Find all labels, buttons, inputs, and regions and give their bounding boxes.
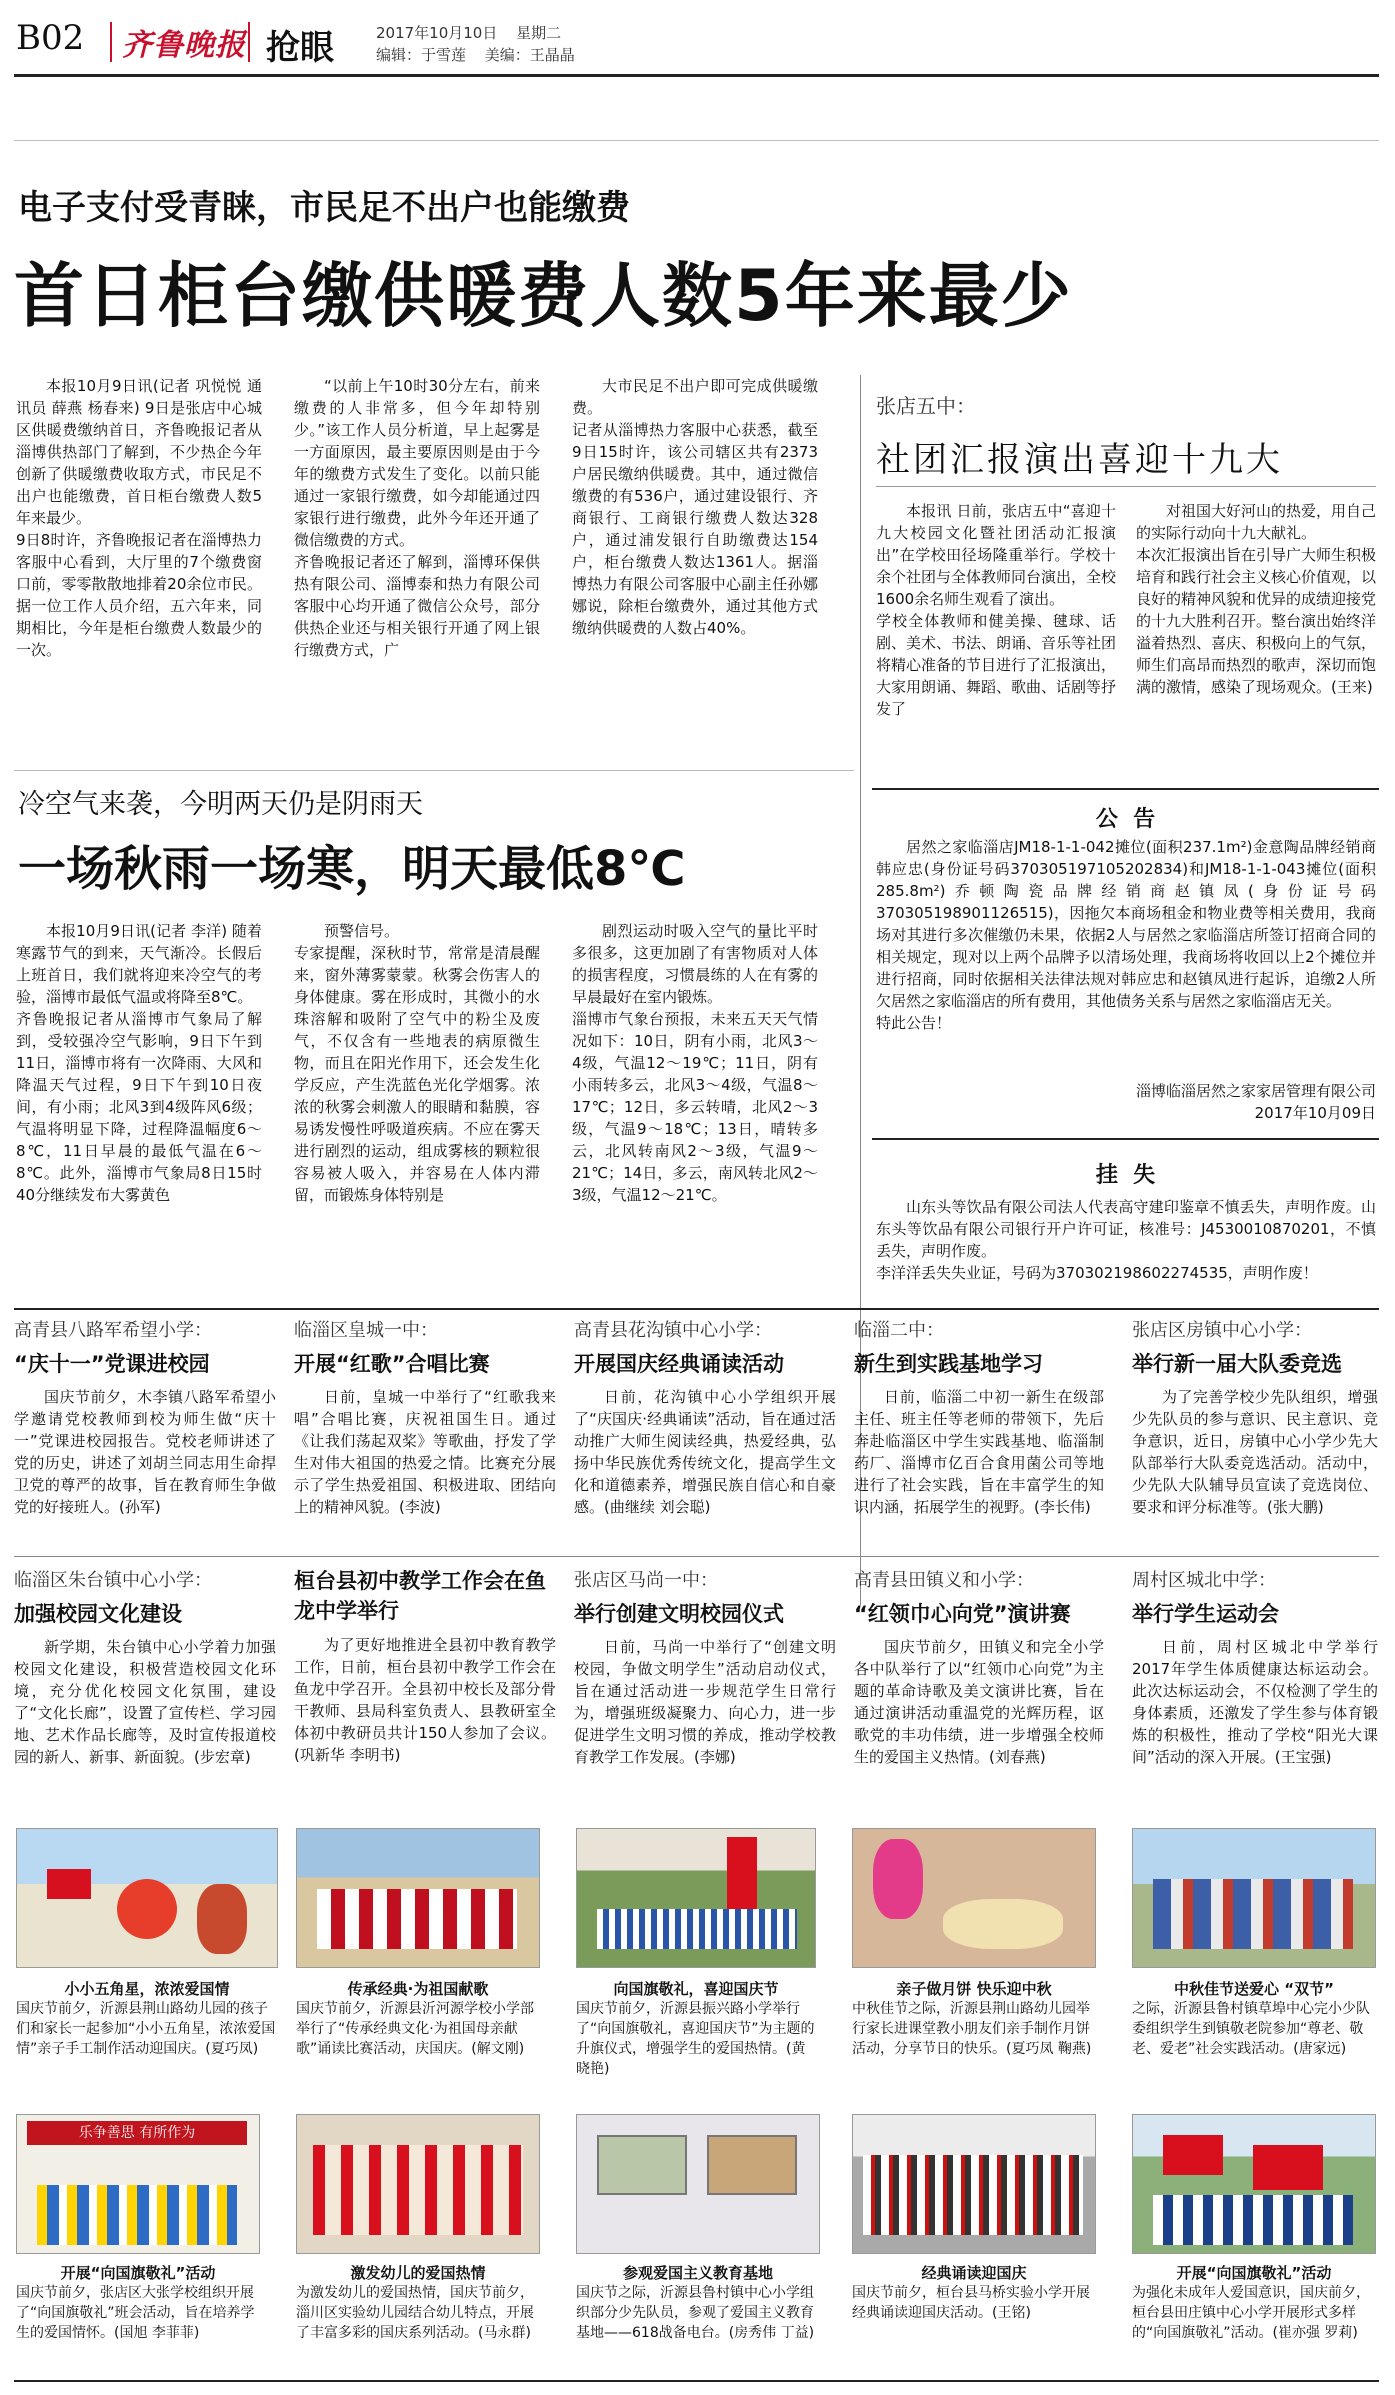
- notice-title: 公 告: [1095, 807, 1156, 832]
- photo-caption-body: 国庆节前夕，沂源县沂河源学校小学部举行了“传承经典文化·为祖国母亲献歌”诵读比赛活动，庆国庆。(解文刚): [296, 2001, 534, 2057]
- lead2-col1: [16, 920, 262, 1300]
- photo-caption-title: 向国旗敬礼，喜迎国庆节: [613, 1980, 779, 1998]
- school-body: 为了完善学校少先队组织，增强少先队员的参与意识、民主意识、竞争意识，近日，房镇中心小学少先大队部举行大队委竞选活动。活动中，少先队大队辅导员宣读了竞选岗位、要求和评分标准等。(张大鹏): [1132, 1388, 1378, 1516]
- school-body: 日前，皇城一中举行了“红歌我来唱”合唱比赛，庆祝祖国生日。通过《让我们荡起双桨》等歌曲，抒发了学生对伟大祖国的热爱之情。比赛充分展示了学生热爱祖国、积极进取、团结向上的精神风貌。(李波): [294, 1388, 556, 1516]
- issue-weekday: 星期二: [516, 24, 562, 42]
- photo-caption-title: 开展“向国旗敬礼”活动: [1176, 2264, 1332, 2282]
- children-row: [313, 2145, 523, 2235]
- footer-rule: [14, 2380, 1379, 2382]
- exhibit-panel: [597, 2135, 687, 2195]
- notice-body-text: 居然之家临淄店JM18-1-1-042摊位(面积237.1m²)金意陶品牌经销商韩应忠(身份证号码370305197105202834)和JM18-1-1-043摊位(面积285.8m²)乔顿陶瓷品牌经销商赵镇凤(身份证号码370305198901126515)，因拖欠本商场租金和物业费等相关费用，我商场对其进行多次催缴仍未果，依据2人与居然之家临淄店所签订招商合同的相关规定，现对以上两个品牌予以清场处理，我商场将收回以上2个摊位并进行招商，同时依据相关法律法规对韩应忠和赵镇凤进行起诉，追缴2人所欠居然之家临淄店的所有费用，其他债务关系与居然之家临淄店无关。 特此公告！: [876, 838, 1376, 1032]
- school-headline: 开展国庆经典诵读活动: [574, 1352, 784, 1376]
- schools-row2-rule: [14, 1556, 1379, 1557]
- lost-rule: [872, 1138, 1379, 1140]
- school-item: [1132, 1566, 1378, 1816]
- school-item: [14, 1316, 276, 1566]
- mooncake-tray: [943, 1899, 1063, 1949]
- students-row: [37, 2185, 237, 2245]
- classroom-banner: 乐争善思 有所作为: [27, 2121, 247, 2145]
- header-divider-2: [248, 22, 250, 62]
- school-body: 日前，花沟镇中心小学组织开展了“庆国庆·经典诵读”活动，旨在通过活动推广大师生阅读经典，热爱经典，弘扬中华民族优秀传统文化，提高学生文化和道德素养，增强民族自信心和自豪感。(曲继续 刘会聪): [574, 1388, 836, 1516]
- photo-caption-body: 为强化未成年人爱国意识，国庆前夕，桓台县田庄镇中心小学开展形式多样的“向国旗敬礼”活动。(崔亦强 罗莉): [1132, 2285, 1370, 2341]
- school-headline: 举行学生运动会: [1132, 1602, 1279, 1626]
- school-item: [574, 1566, 836, 1816]
- school-headline: “红领巾心向党”演讲赛: [854, 1602, 1071, 1626]
- photo-caption: [852, 2262, 1096, 2323]
- photo-caption-title: 激发幼儿的爱国热情: [350, 2264, 486, 2282]
- photo-mooncake: [852, 1828, 1096, 1968]
- notice-sign: 淄博临淄居然之家家居管理有限公司: [1135, 1082, 1376, 1100]
- child-shape: [873, 1839, 923, 1919]
- school-item: [294, 1316, 556, 1566]
- photo-caption-body: 中秋佳节之际，沂源县荆山路幼儿园举行家长进课堂教小朋友们亲手制作月饼活动，分享节日的快乐。(夏巧凤 鞠燕): [852, 2001, 1092, 2057]
- school-name: 高青县田镇义和小学：: [854, 1570, 1034, 1591]
- school-body: 日前，马尚一中举行了“创建文明校园，争做文明学生”活动启动仪式，旨在通过活动进一步规范学生日常行为，增强班级凝聚力、向心力，进一步促进学生文明习惯的养成，推动学校教育教学工作发展。(李娜): [574, 1638, 836, 1766]
- photo-classroom: [16, 2114, 260, 2254]
- photo-caption-body: 之际，沂源县鲁村镇草埠中心完小少队委组织学生到镇敬老院参加“尊老、敬老、爱老”社会实践活动。(唐家远): [1132, 2001, 1370, 2057]
- lost-title: 挂 失: [1095, 1163, 1156, 1188]
- photo-flag-salute: [1132, 2114, 1376, 2254]
- school-name: 高青县八路军希望小学：: [14, 1320, 212, 1341]
- school-item: [574, 1316, 836, 1566]
- header-rule: [14, 74, 1379, 77]
- school-body: 国庆节前夕，田镇义和完全小学各中队举行了以“红领巾心向党”为主题的革命诗歌及美文演讲比赛，旨在通过演讲活动重温党的光辉历程，讴歌党的丰功伟绩，进一步增强全校师生的爱国主义热情。(刘春燕): [854, 1638, 1104, 1766]
- photo-caption: [576, 2262, 820, 2343]
- photo-caption-body: 国庆节之际，沂源县鲁村镇中心小学组织部分少先队员，参观了爱国主义教育基地——618战备电台。(房秀伟 丁益): [576, 2285, 815, 2341]
- zhangdian-col1: [876, 500, 1116, 770]
- school-name: 临淄二中：: [854, 1320, 944, 1341]
- school-body: 为了更好地推进全县初中教育教学工作，日前，桓台县初中教学工作会在鱼龙中学召开。全县初中校长及部分骨干教师、县局科室负责人、县教研室全体初中教研员共计150人参加了会议。(巩新华 李明书): [294, 1636, 556, 1764]
- photo-caption: [1132, 1978, 1376, 2059]
- issue-date: 2017年10月10日: [376, 24, 498, 42]
- photo-caption-title: 中秋佳节送爱心 “双节”: [1174, 1980, 1334, 1998]
- photo-caption: [576, 1978, 816, 2079]
- photo-caption: [296, 1978, 540, 2059]
- zhangdian-kicker: 张店五中：: [876, 394, 976, 418]
- lead2-col3-text: 剧烈运动时吸入空气的量比平时多很多，这更加剧了有害物质对人体的损害程度，习惯晨练的人在有雾的早晨最好在室内锻炼。 淄博市气象台预报，未来五天天气情况如下：10日，阴有小雨，北风3～4级，气温12～19℃；11日，阴有小雨转多云，北风3～4级，气温8～17℃；12日，多云转晴，北风2～3级，气温9～18℃；13日，晴转多云，北风转南风2～3级，气温9～21℃；14日，多云，南风转北风2～3级，气温12～21℃。: [572, 922, 818, 1204]
- photo-museum: [576, 2114, 820, 2254]
- lead2-col1-text: 本报10月9日讯(记者 李洋) 随着寒露节气的到来，天气渐冷。长假后上班首日，我们就将迎来冷空气的考验，淄博市最低气温或将降至8℃。 齐鲁晚报记者从淄博市气象局了解到，受较强冷空气影响，9日下午到11日，淄博市将有一次降雨、大风和降温天气过程，9日下午到10日夜间，有小雨；北风3到4级阵风6级；气温将明显下降，过程降温幅度6～8℃，11日早晨的最低气温在6～8℃。此外，淄博市气象局8日15时40分继续发布大雾黄色: [16, 922, 262, 1204]
- notice-rule: [872, 788, 1379, 790]
- zhangdian-col2: [1136, 500, 1376, 770]
- school-name: 临淄区皇城一中：: [294, 1320, 438, 1341]
- school-headline: 加强校园文化建设: [14, 1602, 182, 1626]
- lead2-title: 一场秋雨一场寒，明天最低8℃: [18, 841, 686, 897]
- photo-caption-title: 开展“向国旗敬礼”活动: [60, 2264, 216, 2282]
- schools-row1: [14, 1316, 1379, 1552]
- editor-line: [376, 44, 575, 65]
- lead1-col3: [572, 375, 818, 755]
- school-name: 周村区城北中学：: [1132, 1570, 1276, 1591]
- photo-elderly-visit: [1132, 1828, 1376, 1968]
- lead2-col2-text: 预警信号。 专家提醒，深秋时节，常常是清晨醒来，窗外薄雾蒙蒙。秋雾会伤害人的身体健康。雾在形成时，其微小的水珠溶解和吸附了空气中的粉尘及废气，不仅含有一些地表的病原微生物，而且在阳光作用下，还会发生化学反应，产生洗蓝色光化学烟雾。浓浓的秋雾会刺激人的眼睛和黏膜，容易诱发慢性呼吸道疾病。不应在雾天进行剧烈的运动，组成雾核的颗粒很容易被人吸入，并容易在人体内滞留，而锻炼身体特别是: [294, 922, 540, 1204]
- photo-caption-title: 亲子做月饼 快乐迎中秋: [896, 1980, 1052, 1998]
- photo-kindergarten-stars: [16, 1828, 278, 1968]
- lead1-col1-text: 本报10月9日讯(记者 巩悦悦 通讯员 薛燕 杨春来) 9日是张店中心城区供暖费缴纳首日，齐鲁晚报记者从淄博供热部门了解到，不少热企今年创新了供暖缴费收取方式，市民足不出户也能缴费，首日柜台缴费人数5年来最少。 9日8时许，齐鲁晚报记者在淄博热力客服中心看到，大厅里的7个缴费窗口前，零零散散地排着20余位市民。据一位工作人员介绍，五六年来，同期相比，今年是柜台缴费人数最少的一次。: [16, 377, 262, 659]
- school-item: [854, 1566, 1104, 1816]
- photo-caption: [296, 2262, 540, 2343]
- photo-caption-title: 经典诵读迎国庆: [921, 2264, 1027, 2282]
- photo-caption-title: 传承经典·为祖国献歌: [347, 1980, 489, 1998]
- students-row: [1153, 2195, 1353, 2245]
- students-row: [317, 1889, 517, 1949]
- photo-caption-title: 小小五角星，浓浓爱国情: [64, 1980, 230, 1998]
- child-shape: [117, 1879, 177, 1939]
- flag-shape: [1163, 2135, 1223, 2175]
- lead2-rule: [14, 770, 854, 771]
- flag-shape: [47, 1869, 91, 1899]
- lead1-col1: [16, 375, 262, 755]
- photo-caption-body: 国庆节前夕，张店区大张学校组织开展了“向国旗敬礼”班会活动，旨在培养学生的爱国情怀。(国旭 李菲菲): [16, 2285, 255, 2341]
- photo-caption-body: 国庆节前夕，沂源县振兴路小学举行了“向国旗敬礼，喜迎国庆节”为主题的升旗仪式，增强学生的爱国热情。(黄晓艳): [576, 2001, 815, 2077]
- school-name: 高青县花沟镇中心小学：: [574, 1320, 772, 1341]
- editor: 编辑：于雪莲: [376, 46, 467, 64]
- photo-caption-body: 国庆节前夕，桓台县马桥实验小学开展经典诵读迎国庆活动。(王铭): [852, 2285, 1090, 2321]
- school-body: 日前，周村区城北中学举行2017年学生体质健康达标运动会。此次达标运动会，不仅检测了学生的身体素质，还激发了学生参与体育锻炼的积极性，推动了学校“阳光大课间”活动的深入开展。(王宝强): [1132, 1638, 1378, 1766]
- lead2-col3: [572, 920, 818, 1300]
- photo-caption-body: 为激发幼儿的爱国热情，国庆节前夕，淄川区实验幼儿园结合幼儿特点，开展了丰富多彩的国庆系列活动。(马永群): [296, 2285, 534, 2341]
- thin-rule: [14, 140, 1379, 141]
- school-item: [854, 1316, 1104, 1566]
- school-name: 张店区马尚一中：: [574, 1570, 718, 1591]
- paper-logo: 齐鲁晚报: [122, 28, 246, 63]
- school-headline: “庆十一”党课进校园: [14, 1352, 210, 1376]
- lead1-col3-text: 大市民足不出户即可完成供暖缴费。 记者从淄博热力客服中心获悉，截至9日15时许，该公司辖区共有2373户居民缴纳供暖费。其中，通过微信缴费的有536户，通过建设银行、齐商银行、工商银行缴费人数达328户，通过浦发银行自助缴费达154户，柜台缴费人数达1361人。据淄博热力有限公司客服中心副主任孙娜娜说，除柜台缴费外，通过其他方式缴纳供暖费的人数占40%。: [572, 377, 818, 637]
- school-headline: 举行新一届大队委竞选: [1132, 1352, 1342, 1376]
- school-body: 日前，临淄二中初一新生在级部主任、班主任等老师的带领下，先后奔赴临淄区中学生实践基地、临淄制药厂、淄博市亿百合食用菌公司等地进行了社会实践，旨在丰富学生的知识内涵，拓展学生的视野。(李长伟): [854, 1388, 1104, 1516]
- child-shape: [197, 1884, 247, 1954]
- zhangdian-title: 社团汇报演出喜迎十九大: [876, 440, 1283, 480]
- lead2-kicker: 冷空气来袭，今明两天仍是阴雨天: [18, 789, 423, 820]
- issue-date-line: [376, 22, 561, 43]
- schools-row2: [14, 1566, 1379, 1826]
- lead1-title: 首日柜台缴供暖费人数5年来最少: [14, 255, 1073, 337]
- zhangdian-col1-text: 本报讯 日前，张店五中“喜迎十九大校园文化暨社团活动汇报演出”在学校田径场隆重举行。学校十余个社团与全体教师同台演出，全校1600余名师生观看了演出。 学校全体教师和健美操、毽球、话剧、美术、书法、朗诵、音乐等社团将精心准备的节目进行了汇报演出，大家用朗诵、舞蹈、歌曲、话剧等抒发了: [876, 502, 1116, 718]
- school-name: 张店区房镇中心小学：: [1132, 1320, 1312, 1341]
- photo-caption: [16, 2262, 260, 2343]
- students-rows: [863, 2155, 1083, 2235]
- photo-kindergarten-activity: [296, 2114, 540, 2254]
- lead1-col2: [294, 375, 540, 755]
- school-item: [294, 1566, 556, 1814]
- school-name: 临淄区朱台镇中心小学：: [14, 1570, 212, 1591]
- students-row: [597, 1909, 797, 1949]
- photo-caption: [1132, 2262, 1376, 2343]
- photo-caption: [16, 1978, 278, 2059]
- art-editor: 美编：王晶晶: [484, 46, 575, 64]
- photo-flag-ceremony: [576, 1828, 816, 1968]
- zhangdian-rule: [876, 486, 1376, 487]
- page-number: B02: [16, 18, 85, 58]
- school-body: 新学期，朱台镇中心小学着力加强校园文化建设，积极营造校园文化环境，充分优化校园文化氛围，建设了“文化长廊”，设置了宣传栏、学习园地、艺术作品长廊等，及时宣传报道校园的新人、新事、新面貌。(步宏章): [14, 1638, 276, 1766]
- section-title: 抢眼: [266, 28, 334, 68]
- lead1-col2-text: “以前上午10时30分左右，前来缴费的人非常多，但今年却特别少。”该工作人员分析道，早上起雾是一方面原因，最主要原因则是由于今年的缴费方式发生了变化。以前只能通过一家银行缴费，如今却能通过四家银行进行缴费，此外今年还开通了微信缴费的方式。 齐鲁晚报记者还了解到，淄博环保供热有限公司、淄博泰和热力有限公司客服中心均开通了微信公众号，部分供热企业还与相关银行开通了网上银行缴费方式，广: [294, 377, 540, 659]
- exhibit-panel: [707, 2135, 797, 2195]
- lost-body: [876, 1196, 1376, 1316]
- flag-shape: [1253, 2145, 1323, 2190]
- photo-caption: [852, 1978, 1096, 2059]
- photo-caption-body: 国庆节前夕，沂源县荆山路幼儿园的孩子们和家长一起参加“小小五角星，浓浓爱国情”亲子手工制作活动迎国庆。(夏巧凤): [16, 2001, 276, 2057]
- school-headline: 新生到实践基地学习: [854, 1352, 1043, 1376]
- people-row: [1153, 1879, 1353, 1949]
- school-headline: 开展“红歌”合唱比赛: [294, 1352, 490, 1376]
- lead1-kicker: 电子支付受青睐，市民足不出户也能缴费: [18, 188, 630, 228]
- school-headline: 桓台县初中教学工作会在鱼龙中学举行: [294, 1569, 546, 1623]
- schools-row1-rule: [14, 1308, 1379, 1310]
- notice-date: 2017年10月09日: [1254, 1104, 1376, 1122]
- photo-caption-title: 参观爱国主义教育基地: [622, 2264, 773, 2282]
- school-item: [14, 1566, 276, 1816]
- photo-recital: [296, 1828, 540, 1968]
- lost-body-text: 山东头等饮品有限公司法人代表高守建印鉴章不慎丢失，声明作废。山东头等饮品有限公司银行开户许可证，核准号：J4530010870201，不慎丢失，声明作废。 李洋洋丢失失业证，号码为370302198602274535，声明作废！: [876, 1198, 1376, 1282]
- school-headline: 举行创建文明校园仪式: [574, 1602, 784, 1626]
- school-body: 国庆节前夕，木李镇八路军希望小学邀请党校教师到校为师生做“庆十一”党课进校园报告。党校老师讲述了党的历史，讲述了刘胡兰同志用生命捍卫党的尊严的故事，旨在教育师生争做党的好接班人。(孙军): [14, 1388, 276, 1516]
- header-divider: [110, 22, 112, 62]
- school-item: [1132, 1316, 1378, 1566]
- lead2-col2: [294, 920, 540, 1300]
- notice-body: [876, 836, 1376, 1072]
- zhangdian-col2-text: 对祖国大好河山的热爱，用自己的实际行动向十九大献礼。 本次汇报演出旨在引导广大师生积极培育和践行社会主义核心价值观，以良好的精神风貌和优异的成绩迎接党的十九大胜利召开。整台演出始终洋溢着热烈、喜庆、积极向上的气氛，师生们高昂而热烈的歌声，深切而饱满的激情，感染了现场观众。(王来): [1136, 502, 1376, 696]
- photo-recitation: [852, 2114, 1096, 2254]
